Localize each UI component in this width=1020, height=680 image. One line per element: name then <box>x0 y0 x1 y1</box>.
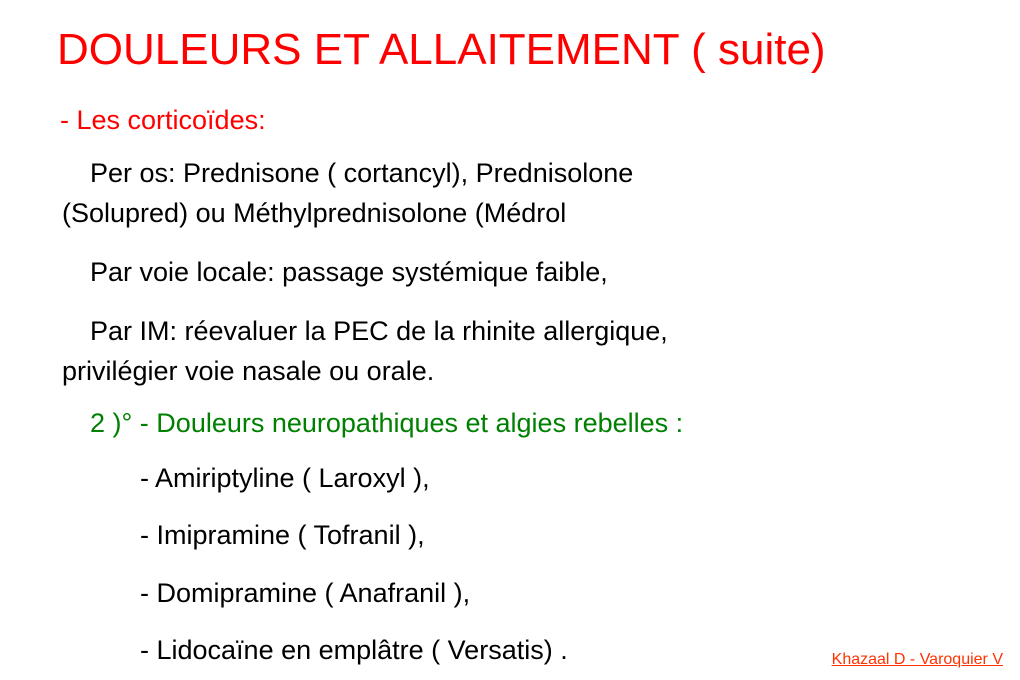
par-im-line-2: privilégier voie nasale ou orale. <box>62 356 435 386</box>
per-os-line-2: (Solupred) ou Méthylprednisolone (Médrol <box>62 198 567 228</box>
drug-item-amitriptyline: - Amiriptyline ( Laroxyl ), <box>140 463 430 493</box>
par-im-line-1: Par IM: réevaluer la PEC de la rhinite allergique, <box>90 316 668 346</box>
section-2-heading: 2 )° - Douleurs neuropathiques et algies rebelles : <box>90 408 684 438</box>
drug-item-imipramine: - Imipramine ( Tofranil ), <box>140 520 425 550</box>
drug-item-lidocaine: - Lidocaïne en emplâtre ( Versatis) . <box>140 635 568 665</box>
per-os-line-1: Per os: Prednisone ( cortancyl), Prednisolone <box>90 158 634 188</box>
slide-title: DOULEURS ET ALLAITEMENT ( suite) <box>57 25 826 74</box>
voie-locale-line: Par voie locale: passage systémique faible, <box>90 257 608 287</box>
author-credit-link[interactable]: Khazaal D - Varoquier V <box>831 651 1003 668</box>
corticoides-heading: - Les corticoïdes: <box>60 105 266 135</box>
drug-item-domipramine: - Domipramine ( Anafranil ), <box>140 578 471 608</box>
